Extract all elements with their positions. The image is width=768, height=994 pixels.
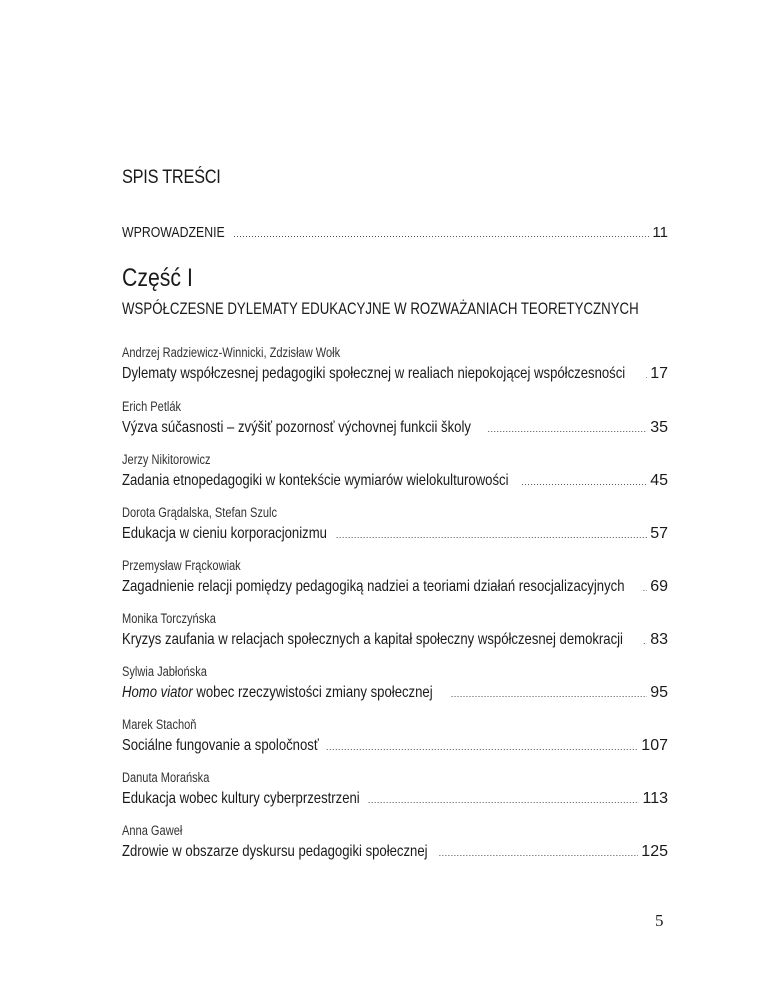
entry-author: Erich Petlák <box>122 399 182 414</box>
part-title: WSPÓŁCZESNE DYLEMATY EDUKACYJNE W ROZWAŻANIACH TEORETYCZNYCH <box>122 299 639 318</box>
leader-dots <box>521 477 647 487</box>
entry-page: 69 <box>650 578 668 595</box>
entry-title: Kryzys zaufania w relacjach społecznych a kapitał społeczny współczesnej demokracji <box>122 631 623 648</box>
toc-intro-label: WPROWADZENIE <box>122 224 225 241</box>
entry-page: 35 <box>650 419 668 436</box>
toc-entry <box>122 525 668 543</box>
leader-dots <box>439 848 639 858</box>
entry-page: 17 <box>650 365 668 382</box>
entry-author: Danuta Morańska <box>122 770 210 785</box>
entry-title: Dylematy współczesnej pedagogiki społecznej w realiach niepokojącej współczesności <box>122 365 626 382</box>
toc-entry <box>122 365 668 383</box>
entry-page: 57 <box>650 525 668 542</box>
entry-author: Przemysław Frąckowiak <box>122 558 241 573</box>
entry-page: 113 <box>642 790 668 807</box>
entry-page: 95 <box>650 684 668 701</box>
entry-title: Zdrowie w obszarze dyskursu pedagogiki społecznej <box>122 843 428 860</box>
entry-title-italic: Homo viator <box>122 684 193 701</box>
leader-dots <box>368 795 640 805</box>
leader-dots <box>488 424 648 434</box>
toc-entry <box>122 472 668 490</box>
leader-dots <box>451 689 647 699</box>
part-label: Część I <box>122 264 193 292</box>
entry-author: Sylwia Jabłońska <box>122 664 207 679</box>
entry-author: Andrzej Radziewicz-Winnicki, Zdzisław Wołk <box>122 345 341 360</box>
entry-title: Výzva súčasnosti – zvýšiť pozornosť výchovnej funkcii školy <box>122 419 471 436</box>
entry-author: Jerzy Nikitorowicz <box>122 452 211 467</box>
entry-page: 83 <box>650 631 668 648</box>
entry-author: Monika Torczyńska <box>122 611 216 626</box>
toc-entry <box>122 419 668 437</box>
entry-title: Edukacja wobec kultury cyberprzestrzeni <box>122 790 360 807</box>
leader-dots <box>326 742 638 752</box>
entry-title: Zadania etnopedagogiki w kontekście wymiarów wielokulturowości <box>122 472 509 489</box>
toc-entry <box>122 843 668 861</box>
entry-author: Dorota Grądalska, Stefan Szulc <box>122 505 278 520</box>
toc-entry <box>122 684 668 702</box>
leader-dots <box>233 229 649 239</box>
entry-title: Sociálne fungovanie a spoločnosť <box>122 737 319 754</box>
toc-entry <box>122 631 668 649</box>
page-number: 5 <box>655 911 664 930</box>
toc-intro-page: 11 <box>652 224 668 241</box>
entry-title: Edukacja w cieniu korporacjonizmu <box>122 525 327 542</box>
toc-entry <box>122 578 668 596</box>
entry-author: Anna Gaweł <box>122 823 183 838</box>
toc-title: SPIS TREŚCI <box>122 167 221 188</box>
leader-dots <box>646 370 648 380</box>
leader-dots <box>643 583 647 593</box>
toc-intro-row <box>122 224 668 241</box>
entry-page: 107 <box>641 737 668 754</box>
entry-title-rest: wobec rzeczywistości zmiany społecznej <box>192 684 433 701</box>
entry-page: 125 <box>641 843 668 860</box>
entry-title <box>122 684 433 702</box>
entry-page: 45 <box>650 472 668 489</box>
leader-dots <box>643 636 647 646</box>
leader-dots <box>336 530 647 540</box>
entry-author: Marek Stachoň <box>122 717 197 732</box>
entry-title: Zagadnienie relacji pomiędzy pedagogiką nadziei a teoriami działań resocjalizacyjnych <box>122 578 625 595</box>
toc-entry <box>122 737 668 755</box>
toc-entry <box>122 790 668 808</box>
